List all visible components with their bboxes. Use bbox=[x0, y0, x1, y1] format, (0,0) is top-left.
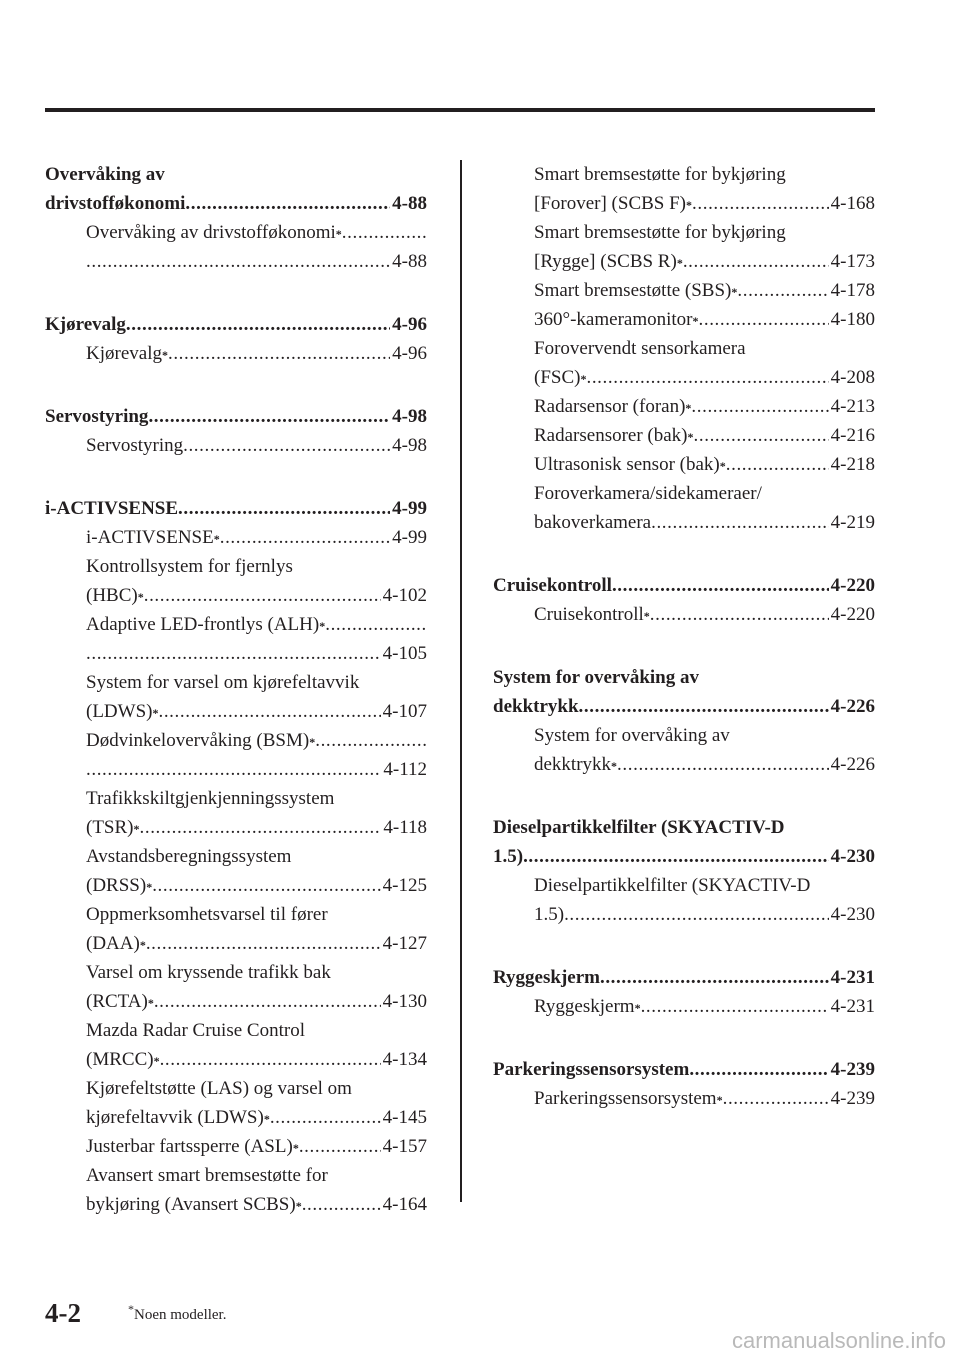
toc-section bbox=[45, 310, 427, 368]
toc-title-line bbox=[45, 189, 427, 218]
toc-entry-line: (TSR) * ..... 4-118 bbox=[45, 813, 427, 842]
leader-dots bbox=[126, 310, 390, 339]
toc-section-title[interactable] bbox=[493, 663, 875, 721]
leader-dots bbox=[699, 305, 829, 334]
toc-page-ref: 4-118 bbox=[383, 817, 427, 838]
toc-entry[interactable] bbox=[45, 339, 427, 368]
toc-text: 360°-kameramonitor bbox=[534, 309, 693, 330]
toc-text: Justerbar fartssperre (ASL) bbox=[86, 1136, 293, 1157]
toc-entry-line: dekktrykk * ..... 4-226 bbox=[493, 750, 875, 779]
toc-text: (RCTA) bbox=[86, 991, 148, 1012]
toc-text: Kjørevalg bbox=[45, 314, 126, 335]
toc-entry-line: (DAA) * ..... 4-127 bbox=[45, 929, 427, 958]
toc-entry[interactable] bbox=[45, 523, 427, 552]
toc-page-ref: 4-173 bbox=[830, 251, 875, 272]
toc-entry[interactable] bbox=[493, 600, 875, 629]
toc-entry-dots-line bbox=[45, 755, 427, 784]
leader-dots bbox=[140, 813, 382, 842]
leader-dots bbox=[144, 581, 381, 610]
toc-entry[interactable] bbox=[45, 726, 427, 784]
toc-section-title[interactable] bbox=[493, 1055, 875, 1084]
toc-page-ref: 4-105 bbox=[382, 643, 427, 664]
toc-entry-dots-line bbox=[45, 639, 427, 668]
toc-entry[interactable] bbox=[493, 450, 875, 479]
leader-dots bbox=[86, 247, 390, 276]
footnote bbox=[128, 1302, 226, 1324]
toc-entry[interactable] bbox=[45, 1161, 427, 1219]
toc-text: Cruisekontroll bbox=[493, 575, 612, 596]
leader-dots bbox=[178, 494, 390, 523]
toc-text: Avansert smart bremsestøtte for bbox=[86, 1165, 328, 1186]
leader-dots bbox=[302, 1190, 381, 1219]
toc-text: Oppmerksomhetsvarsel til fører bbox=[86, 904, 328, 925]
toc-text: Foroverkamera/sidekameraer/ bbox=[534, 483, 762, 504]
toc-entry-line: Radarsensor (foran) * ..... 4-213 bbox=[493, 392, 875, 421]
top-rule bbox=[45, 108, 875, 112]
watermark: carmanualsonline.info bbox=[731, 1328, 946, 1353]
toc-entry[interactable] bbox=[493, 992, 875, 1021]
leader-dots bbox=[154, 987, 381, 1016]
leader-dots bbox=[86, 755, 381, 784]
toc-entry-line: Cruisekontroll * ..... 4-220 bbox=[493, 600, 875, 629]
toc-entry-line bbox=[45, 668, 427, 697]
toc-entry[interactable] bbox=[45, 218, 427, 276]
footnote-text: Noen modeller. bbox=[134, 1307, 227, 1323]
toc-text: kjørefeltavvik (LDWS) bbox=[86, 1107, 264, 1128]
toc-text: (DRSS) bbox=[86, 875, 147, 896]
toc-page-ref: 4-220 bbox=[830, 604, 875, 625]
leader-dots bbox=[579, 692, 829, 721]
toc-entry[interactable] bbox=[45, 958, 427, 1016]
toc-title-line bbox=[493, 663, 875, 692]
toc-page-ref: 4-219 bbox=[830, 512, 875, 533]
toc-entry[interactable] bbox=[493, 871, 875, 929]
toc-text: 1.5) bbox=[534, 904, 565, 925]
toc-entry-line: [Rygge] (SCBS R) * ..... 4-173 bbox=[493, 247, 875, 276]
toc-text: Kontrollsystem for fjernlys bbox=[86, 556, 293, 577]
toc-entry-line bbox=[493, 334, 875, 363]
toc-entry-line bbox=[45, 431, 427, 460]
toc-text: 1.5) bbox=[493, 846, 524, 867]
leader-dots bbox=[612, 571, 829, 600]
toc-text: Dieselpartikkelfilter (SKYACTIV-D bbox=[493, 817, 785, 838]
leader-dots bbox=[691, 392, 828, 421]
leader-dots bbox=[617, 750, 829, 779]
toc-entry[interactable] bbox=[45, 552, 427, 610]
toc-entry-line: Adaptive LED-frontlys (ALH) * ..... bbox=[45, 610, 427, 639]
leader-dots bbox=[683, 247, 829, 276]
toc-title-line bbox=[493, 963, 875, 992]
toc-entry[interactable] bbox=[493, 218, 875, 276]
toc-section-title[interactable] bbox=[493, 963, 875, 992]
toc-text: Adaptive LED-frontlys (ALH) bbox=[86, 614, 320, 635]
toc-page-ref: 4-127 bbox=[382, 933, 427, 954]
toc-text: (MRCC) bbox=[86, 1049, 154, 1070]
toc-entry-line: Parkeringssensorsystem * ..... 4-239 bbox=[493, 1084, 875, 1113]
toc-text: (HBC) bbox=[86, 585, 138, 606]
toc-page-ref: 4-213 bbox=[830, 396, 875, 417]
toc-text: Smart bremsestøtte for bykjøring bbox=[534, 222, 786, 243]
toc-title-line bbox=[45, 402, 427, 431]
toc-entry[interactable] bbox=[45, 842, 427, 900]
toc-entry-line bbox=[45, 1161, 427, 1190]
toc-text: Kjørefeltstøtte (LAS) og varsel om bbox=[86, 1078, 352, 1099]
toc-page-ref: 4-96 bbox=[392, 314, 427, 335]
leader-dots bbox=[168, 339, 390, 368]
toc-text: (FSC) bbox=[534, 367, 581, 388]
toc-entry-line: Smart bremsestøtte (SBS) * ..... 4-178 bbox=[493, 276, 875, 305]
toc-entry[interactable] bbox=[45, 668, 427, 726]
toc-text: Dødvinkelovervåking (BSM) bbox=[86, 730, 310, 751]
toc-entry-line bbox=[493, 900, 875, 929]
toc-page-ref: 4-230 bbox=[830, 904, 875, 925]
toc-entry-line bbox=[45, 900, 427, 929]
toc-entry[interactable] bbox=[45, 1132, 427, 1161]
toc-text: Servostyring bbox=[86, 435, 184, 456]
toc-text: (DAA) bbox=[86, 933, 140, 954]
leader-dots bbox=[564, 900, 829, 929]
toc-entry[interactable] bbox=[493, 305, 875, 334]
toc-text: Overvåking av bbox=[45, 164, 165, 185]
toc-entry-line: (MRCC) * ..... 4-134 bbox=[45, 1045, 427, 1074]
toc-left-column bbox=[45, 160, 427, 1219]
toc-page-ref: 4-208 bbox=[830, 367, 875, 388]
toc-entry-line bbox=[493, 218, 875, 247]
toc-entry[interactable] bbox=[493, 334, 875, 392]
toc-entry[interactable] bbox=[493, 160, 875, 218]
toc-page-ref: 4-98 bbox=[392, 435, 427, 456]
toc-page-ref: 4-239 bbox=[830, 1059, 875, 1080]
toc-text: Ryggeskjerm bbox=[493, 967, 600, 988]
toc-entry[interactable] bbox=[493, 1084, 875, 1113]
toc-page-ref: 4-218 bbox=[830, 454, 875, 475]
toc-title-line bbox=[493, 842, 875, 871]
toc-entry-line bbox=[493, 721, 875, 750]
toc-entry-line: Radarsensorer (bak) * ..... 4-216 bbox=[493, 421, 875, 450]
toc-text: Smart bremsestøtte for bykjøring bbox=[534, 164, 786, 185]
toc-entry[interactable] bbox=[493, 479, 875, 537]
toc-section bbox=[45, 402, 427, 460]
toc-section bbox=[493, 813, 875, 929]
toc-title-line bbox=[493, 571, 875, 600]
toc-text: drivstofføkonomi bbox=[45, 193, 186, 214]
toc-entry-line bbox=[45, 1016, 427, 1045]
toc-section bbox=[493, 663, 875, 779]
toc-text: Ultrasonisk sensor (bak) bbox=[534, 454, 720, 475]
column-divider bbox=[460, 160, 462, 1202]
toc-entry[interactable] bbox=[493, 276, 875, 305]
toc-section-title[interactable] bbox=[493, 813, 875, 871]
toc-entry-line: bykjøring (Avansert SCBS) * ..... 4-164 bbox=[45, 1190, 427, 1219]
toc-entry-line: kjørefeltavvik (LDWS) * ..... 4-145 bbox=[45, 1103, 427, 1132]
toc-text: Kjørevalg bbox=[86, 343, 162, 364]
toc-entry[interactable] bbox=[493, 421, 875, 450]
toc-text: Avstandsberegningssystem bbox=[86, 846, 292, 867]
toc-page-ref: 4-178 bbox=[830, 280, 875, 301]
toc-right-column bbox=[493, 160, 875, 1113]
toc-entry-line bbox=[493, 160, 875, 189]
toc-entry-dots-line bbox=[45, 247, 427, 276]
toc-text: Trafikkskiltgjenkjenningssystem bbox=[86, 788, 335, 809]
toc-text: System for varsel om kjørefeltavvik bbox=[86, 672, 360, 693]
toc-page-ref: 4-98 bbox=[392, 406, 427, 427]
leader-dots bbox=[220, 523, 390, 552]
toc-entry-line bbox=[493, 508, 875, 537]
toc-text: System for overvåking av bbox=[493, 667, 699, 688]
toc-page-ref: 4-157 bbox=[382, 1136, 427, 1157]
toc-page-ref: 4-145 bbox=[382, 1107, 427, 1128]
toc-text: Mazda Radar Cruise Control bbox=[86, 1020, 305, 1041]
leader-dots bbox=[723, 1084, 829, 1113]
toc-section bbox=[45, 494, 427, 1219]
toc-page-ref: 4-231 bbox=[830, 967, 875, 988]
toc-text: Cruisekontroll bbox=[534, 604, 644, 625]
toc-entry[interactable] bbox=[45, 784, 427, 842]
toc-text: Servostyring bbox=[45, 406, 149, 427]
toc-entry-line: Ryggeskjerm * ..... 4-231 bbox=[493, 992, 875, 1021]
leader-dots bbox=[523, 842, 829, 871]
toc-page-ref: 4-107 bbox=[382, 701, 427, 722]
toc-section bbox=[45, 160, 427, 276]
toc-entry-line bbox=[45, 552, 427, 581]
leader-dots bbox=[651, 508, 829, 537]
leader-dots bbox=[737, 276, 828, 305]
toc-page-ref: 4-230 bbox=[830, 846, 875, 867]
toc-text: dekktrykk bbox=[534, 754, 612, 775]
toc-text: (LDWS) bbox=[86, 701, 153, 722]
leader-dots bbox=[158, 697, 380, 726]
toc-text: Varsel om kryssende trafikk bak bbox=[86, 962, 331, 983]
toc-page-ref: 4-99 bbox=[392, 498, 427, 519]
toc-entry-line: Ultrasonisk sensor (bak) * ..... 4-218 bbox=[493, 450, 875, 479]
toc-section-title[interactable] bbox=[45, 402, 427, 431]
toc-entry-line bbox=[45, 784, 427, 813]
leader-dots bbox=[600, 963, 829, 992]
leader-dots bbox=[299, 1132, 381, 1161]
toc-text: i-ACTIVSENSE bbox=[86, 527, 214, 548]
page-number: 4-2 bbox=[45, 1298, 81, 1328]
toc-section-title[interactable] bbox=[45, 160, 427, 218]
toc-entry-line: i-ACTIVSENSE * ..... 4-99 bbox=[45, 523, 427, 552]
leader-dots bbox=[86, 639, 381, 668]
toc-page-ref: 4-220 bbox=[830, 575, 875, 596]
toc-entry-line: Overvåking av drivstofføkonomi * ..... bbox=[45, 218, 427, 247]
toc-entry-line: (HBC) * ..... 4-102 bbox=[45, 581, 427, 610]
leader-dots bbox=[342, 218, 427, 247]
toc-text: [Forover] (SCBS F) bbox=[534, 193, 687, 214]
toc-section bbox=[493, 571, 875, 629]
toc-entry-line: (FSC) * ..... 4-208 bbox=[493, 363, 875, 392]
leader-dots bbox=[689, 1055, 828, 1084]
toc-page-ref: 4-125 bbox=[382, 875, 427, 896]
toc-page-ref: 4-134 bbox=[382, 1049, 427, 1070]
leader-dots bbox=[270, 1103, 381, 1132]
leader-dots bbox=[148, 402, 390, 431]
leader-dots bbox=[160, 1045, 381, 1074]
toc-title-line bbox=[493, 813, 875, 842]
toc-title-line bbox=[493, 1055, 875, 1084]
toc-page-ref: 4-99 bbox=[392, 527, 427, 548]
toc-text: Smart bremsestøtte (SBS) bbox=[534, 280, 732, 301]
toc-section-title[interactable] bbox=[45, 310, 427, 339]
toc-entry[interactable] bbox=[45, 900, 427, 958]
toc-title-line bbox=[493, 692, 875, 721]
toc-text: i-ACTIVSENSE bbox=[45, 498, 179, 519]
toc-page-ref: 4-102 bbox=[382, 585, 427, 606]
toc-section-title[interactable] bbox=[493, 571, 875, 600]
leader-dots bbox=[325, 610, 427, 639]
toc-entry-line: Kjørevalg * ..... 4-96 bbox=[45, 339, 427, 368]
leader-dots bbox=[586, 363, 828, 392]
toc-entry-line: Justerbar fartssperre (ASL) * ..... 4-157 bbox=[45, 1132, 427, 1161]
toc-section bbox=[493, 160, 875, 537]
toc-entry-line: Dødvinkelovervåking (BSM) * ..... bbox=[45, 726, 427, 755]
leader-dots bbox=[183, 431, 390, 460]
toc-section bbox=[493, 1055, 875, 1113]
leader-dots bbox=[152, 871, 380, 900]
toc-text: Radarsensorer (bak) bbox=[534, 425, 688, 446]
toc-title-line bbox=[45, 494, 427, 523]
toc-entry-line bbox=[45, 842, 427, 871]
toc-text: (TSR) bbox=[86, 817, 134, 838]
leader-dots bbox=[641, 992, 829, 1021]
toc-page-ref: 4-226 bbox=[830, 696, 875, 717]
leader-dots bbox=[315, 726, 427, 755]
toc-entry[interactable] bbox=[493, 392, 875, 421]
toc-page-ref: 4-88 bbox=[392, 251, 427, 272]
toc-text: bakoverkamera bbox=[534, 512, 652, 533]
toc-text: Parkeringssensorsystem bbox=[534, 1088, 717, 1109]
toc-text: [Rygge] (SCBS R) bbox=[534, 251, 677, 272]
toc-entry[interactable] bbox=[45, 1074, 427, 1132]
toc-entry-line: (RCTA) * ..... 4-130 bbox=[45, 987, 427, 1016]
toc-entry[interactable] bbox=[45, 610, 427, 668]
toc-entry[interactable] bbox=[45, 1016, 427, 1074]
toc-text: bykjøring (Avansert SCBS) bbox=[86, 1194, 296, 1215]
toc-text: Dieselpartikkelfilter (SKYACTIV-D bbox=[534, 875, 811, 896]
toc-entry-line: 360°-kameramonitor * ..... 4-180 bbox=[493, 305, 875, 334]
toc-text: dekktrykk bbox=[493, 696, 579, 717]
toc-text: System for overvåking av bbox=[534, 725, 730, 746]
leader-dots bbox=[185, 189, 390, 218]
toc-page-ref: 4-239 bbox=[830, 1088, 875, 1109]
toc-entry-line bbox=[45, 958, 427, 987]
toc-entry[interactable] bbox=[493, 721, 875, 779]
leader-dots bbox=[146, 929, 381, 958]
toc-page-ref: 4-231 bbox=[830, 996, 875, 1017]
toc-entry-line bbox=[45, 1074, 427, 1103]
leader-dots bbox=[692, 189, 829, 218]
toc-text: Radarsensor (foran) bbox=[534, 396, 686, 417]
toc-page-ref: 4-112 bbox=[383, 759, 427, 780]
toc-page-ref: 4-226 bbox=[830, 754, 875, 775]
toc-section bbox=[493, 963, 875, 1021]
toc-entry-line: (LDWS) * ..... 4-107 bbox=[45, 697, 427, 726]
toc-entry-line bbox=[493, 479, 875, 508]
toc-page-ref: 4-130 bbox=[382, 991, 427, 1012]
leader-dots bbox=[650, 600, 829, 629]
footnote-star: * bbox=[128, 1302, 134, 1316]
toc-entry-line bbox=[493, 871, 875, 900]
toc-entry[interactable] bbox=[45, 431, 427, 460]
toc-page-ref: 4-216 bbox=[830, 425, 875, 446]
toc-text: Ryggeskjerm bbox=[534, 996, 635, 1017]
toc-entry-line: [Forover] (SCBS F) * ..... 4-168 bbox=[493, 189, 875, 218]
toc-page-ref: 4-88 bbox=[392, 193, 427, 214]
toc-text: Parkeringssensorsystem bbox=[493, 1059, 690, 1080]
toc-page-ref: 4-96 bbox=[392, 343, 427, 364]
toc-text: Forovervendt sensorkamera bbox=[534, 338, 746, 359]
toc-entry-line: (DRSS) * ..... 4-125 bbox=[45, 871, 427, 900]
toc-page-ref: 4-164 bbox=[382, 1194, 427, 1215]
toc-section-title[interactable] bbox=[45, 494, 427, 523]
toc-title-line bbox=[45, 310, 427, 339]
toc-page-ref: 4-168 bbox=[830, 193, 875, 214]
leader-dots bbox=[726, 450, 829, 479]
toc-text: Overvåking av drivstofføkonomi bbox=[86, 222, 336, 243]
toc-title-line bbox=[45, 160, 427, 189]
leader-dots bbox=[694, 421, 829, 450]
toc-page-ref: 4-180 bbox=[830, 309, 875, 330]
